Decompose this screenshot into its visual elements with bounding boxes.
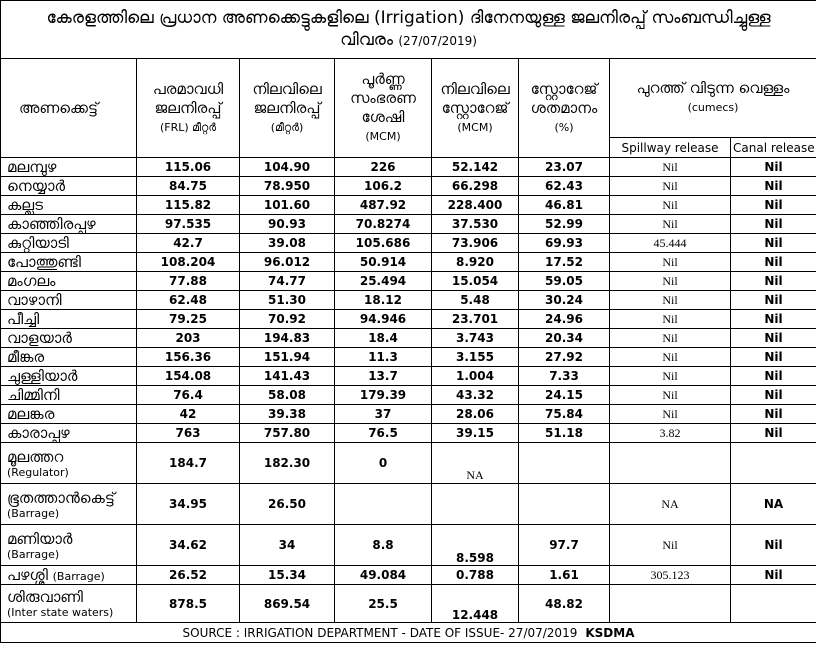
title-date: (27/07/2019) xyxy=(398,34,477,48)
header-dam: അണക്കെട്ട് xyxy=(1,59,137,158)
storage-cell: 43.32 xyxy=(432,386,519,405)
spillway-cell: Nil xyxy=(610,291,731,310)
canal-cell xyxy=(731,443,816,484)
dam-name: പഴശ്ശി xyxy=(7,566,48,584)
frl-cell: 154.08 xyxy=(137,367,240,386)
frl-cell: 79.25 xyxy=(137,310,240,329)
capacity-cell: 0 xyxy=(335,443,432,484)
capacity-cell: 25.494 xyxy=(335,272,432,291)
table-row xyxy=(1,253,816,272)
dam-note: (Barrage) xyxy=(52,570,105,583)
pct-cell: 7.33 xyxy=(519,367,610,386)
title-line-2 xyxy=(3,29,814,52)
capacity-cell: 106.2 xyxy=(335,177,432,196)
spillway-cell: Nil xyxy=(610,177,731,196)
storage-cell xyxy=(432,484,519,525)
spillway-cell: NA xyxy=(610,484,731,525)
header-storage-unit: (MCM) xyxy=(457,120,493,134)
spillway-cell: 305.123 xyxy=(610,566,731,585)
canal-cell: NA xyxy=(731,484,816,525)
spillway-cell: Nil xyxy=(610,329,731,348)
table-row xyxy=(1,443,816,484)
canal-cell: Nil xyxy=(731,525,816,566)
pct-cell: 51.18 xyxy=(519,424,610,443)
level-cell: 96.012 xyxy=(240,253,335,272)
canal-cell: Nil xyxy=(731,158,816,177)
frl-cell: 108.204 xyxy=(137,253,240,272)
spillway-cell: Nil xyxy=(610,158,731,177)
pct-cell: 62.43 xyxy=(519,177,610,196)
table-row xyxy=(1,215,816,234)
dam-name-cell xyxy=(1,525,137,566)
pct-cell: 30.24 xyxy=(519,291,610,310)
frl-cell: 77.88 xyxy=(137,272,240,291)
canal-cell: Nil xyxy=(731,215,816,234)
storage-cell: 37.530 xyxy=(432,215,519,234)
level-cell: 15.34 xyxy=(240,566,335,585)
frl-cell: 34.62 xyxy=(137,525,240,566)
org-name: KSDMA xyxy=(585,625,635,640)
storage-cell: 23.701 xyxy=(432,310,519,329)
frl-cell: 115.06 xyxy=(137,158,240,177)
frl-cell: 42.7 xyxy=(137,234,240,253)
storage-cell: 228.400 xyxy=(432,196,519,215)
pct-cell xyxy=(519,484,610,525)
dam-name: ഭൂതത്താൻകെട്ട് xyxy=(7,488,115,507)
source-text: SOURCE : IRRIGATION DEPARTMENT - DATE OF ISSUE- 27/07/2019 xyxy=(182,625,578,640)
frl-cell: 763 xyxy=(137,424,240,443)
header-capacity xyxy=(335,59,432,158)
frl-cell: 84.75 xyxy=(137,177,240,196)
storage-cell: 39.15 xyxy=(432,424,519,443)
level-cell: 869.54 xyxy=(240,585,335,623)
frl-cell: 203 xyxy=(137,329,240,348)
level-cell: 58.08 xyxy=(240,386,335,405)
table-row xyxy=(1,329,816,348)
capacity-cell: 8.8 xyxy=(335,525,432,566)
canal-cell: Nil xyxy=(731,310,816,329)
storage-cell: 8.598 xyxy=(432,525,519,566)
table-row xyxy=(1,566,816,585)
storage-cell: 73.906 xyxy=(432,234,519,253)
capacity-cell: 18.12 xyxy=(335,291,432,310)
spillway-cell: Nil xyxy=(610,367,731,386)
dam-name: മീങ്കര xyxy=(1,348,137,367)
spillway-cell: Nil xyxy=(610,386,731,405)
title-word: വിവരം xyxy=(340,30,393,50)
canal-cell: Nil xyxy=(731,329,816,348)
storage-cell: 3.155 xyxy=(432,348,519,367)
header-storage-pct-label: സ്റ്റോറേജ് ശതമാനം xyxy=(530,79,598,117)
header-release-unit: (cumecs) xyxy=(687,101,739,114)
pct-cell: 48.82 xyxy=(519,585,610,623)
header-level-unit: (മീറ്റർ) xyxy=(270,120,304,134)
dam-name: മംഗലം xyxy=(1,272,137,291)
canal-cell: Nil xyxy=(731,253,816,272)
level-cell: 757.80 xyxy=(240,424,335,443)
frl-cell: 115.82 xyxy=(137,196,240,215)
canal-cell: Nil xyxy=(731,234,816,253)
pct-cell: 1.61 xyxy=(519,566,610,585)
dam-name: കാഞ്ഞിരപ്പുഴ xyxy=(1,215,137,234)
table-row xyxy=(1,196,816,215)
spillway-cell: Nil xyxy=(610,272,731,291)
level-cell: 90.93 xyxy=(240,215,335,234)
dam-note: (Regulator) xyxy=(7,465,69,479)
title-line-1: കേരളത്തിലെ പ്രധാന അണക്കെട്ടുകളിലെ (Irrigation) ദിനേനയുള്ള ജലനിരപ്പ് സംബന്ധിച്ചുള്ള xyxy=(46,8,771,28)
spillway-cell: Nil xyxy=(610,405,731,424)
storage-cell: 0.788 xyxy=(432,566,519,585)
dam-name: ശിരുവാണി xyxy=(7,588,83,606)
capacity-cell: 179.39 xyxy=(335,386,432,405)
spillway-cell xyxy=(610,443,731,484)
spillway-cell: Nil xyxy=(610,310,731,329)
capacity-cell: 94.946 xyxy=(335,310,432,329)
spillway-cell: 45.444 xyxy=(610,234,731,253)
level-cell: 104.90 xyxy=(240,158,335,177)
pct-cell: 24.96 xyxy=(519,310,610,329)
table-row xyxy=(1,310,816,329)
canal-cell: Nil xyxy=(731,405,816,424)
level-cell: 70.92 xyxy=(240,310,335,329)
table-row xyxy=(1,177,816,196)
dam-name: കുറ്റിയാടി xyxy=(1,234,137,253)
dam-note: (Inter state waters) xyxy=(7,606,114,619)
storage-cell: 5.48 xyxy=(432,291,519,310)
dam-note: (Barrage) xyxy=(7,547,60,561)
table-row xyxy=(1,234,816,253)
capacity-cell: 70.8274 xyxy=(335,215,432,234)
dam-name: വാഴാനി xyxy=(1,291,137,310)
frl-cell: 42 xyxy=(137,405,240,424)
header-storage xyxy=(432,59,519,158)
storage-cell: 15.054 xyxy=(432,272,519,291)
canal-cell: Nil xyxy=(731,386,816,405)
level-cell: 194.83 xyxy=(240,329,335,348)
canal-cell: Nil xyxy=(731,196,816,215)
pct-cell: 52.99 xyxy=(519,215,610,234)
header-level xyxy=(240,59,335,158)
storage-cell: 1.004 xyxy=(432,367,519,386)
dam-name: കല്ലട xyxy=(1,196,137,215)
capacity-cell xyxy=(335,484,432,525)
table-row xyxy=(1,272,816,291)
level-cell: 74.77 xyxy=(240,272,335,291)
header-release-label: പുറത്ത് വിടുന്ന വെള്ളം xyxy=(636,79,790,97)
spillway-cell: Nil xyxy=(610,196,731,215)
spillway-cell: Nil xyxy=(610,525,731,566)
dam-name: ചിമ്മിനി xyxy=(1,386,137,405)
frl-cell: 62.48 xyxy=(137,291,240,310)
capacity-cell: 226 xyxy=(335,158,432,177)
dam-name: നെയ്യാർ xyxy=(1,177,137,196)
table-row xyxy=(1,386,816,405)
table-row xyxy=(1,158,816,177)
dam-name-cell xyxy=(1,566,137,585)
canal-cell: Nil xyxy=(731,348,816,367)
capacity-cell: 37 xyxy=(335,405,432,424)
capacity-cell: 11.3 xyxy=(335,348,432,367)
dam-name: പോത്തുണ്ടി xyxy=(1,253,137,272)
pct-cell: 59.05 xyxy=(519,272,610,291)
storage-cell: 8.920 xyxy=(432,253,519,272)
pct-cell: 17.52 xyxy=(519,253,610,272)
pct-cell: 69.93 xyxy=(519,234,610,253)
storage-cell: 66.298 xyxy=(432,177,519,196)
header-level-label: നിലവിലെ ജലനിരപ്പ് xyxy=(252,79,322,117)
table-row xyxy=(1,348,816,367)
storage-cell: 28.06 xyxy=(432,405,519,424)
header-capacity-unit: (MCM) xyxy=(365,130,401,143)
capacity-cell: 49.084 xyxy=(335,566,432,585)
dam-name: മലങ്കര xyxy=(1,405,137,424)
header-storage-label: നിലവിലെ സ്റ്റോറേജ് xyxy=(440,79,510,117)
pct-cell: 46.81 xyxy=(519,196,610,215)
level-cell: 51.30 xyxy=(240,291,335,310)
pct-cell: 23.07 xyxy=(519,158,610,177)
canal-cell xyxy=(731,585,816,623)
pct-cell xyxy=(519,443,610,484)
dam-name: മലമ്പുഴ xyxy=(1,158,137,177)
pct-cell: 20.34 xyxy=(519,329,610,348)
capacity-cell: 25.5 xyxy=(335,585,432,623)
table-row xyxy=(1,525,816,566)
table-row xyxy=(1,585,816,623)
pct-cell: 97.7 xyxy=(519,525,610,566)
capacity-cell: 50.914 xyxy=(335,253,432,272)
level-cell: 78.950 xyxy=(240,177,335,196)
canal-cell: Nil xyxy=(731,424,816,443)
header-frl xyxy=(137,59,240,158)
spillway-cell: Nil xyxy=(610,253,731,272)
table-row xyxy=(1,367,816,386)
source-footer xyxy=(1,623,816,643)
frl-cell: 97.535 xyxy=(137,215,240,234)
header-frl-label: പരമാവധി ജലനിരപ്പ് xyxy=(152,79,224,117)
title-row xyxy=(1,1,816,59)
level-cell: 39.08 xyxy=(240,234,335,253)
capacity-cell: 105.686 xyxy=(335,234,432,253)
storage-cell: 3.743 xyxy=(432,329,519,348)
dam-name: വാളയാർ xyxy=(1,329,137,348)
dam-name: പീച്ചി xyxy=(1,310,137,329)
pct-cell: 75.84 xyxy=(519,405,610,424)
level-cell: 26.50 xyxy=(240,484,335,525)
dam-name: മണിയാർ xyxy=(7,529,73,548)
pct-cell: 24.15 xyxy=(519,386,610,405)
spillway-cell: 3.82 xyxy=(610,424,731,443)
table-row xyxy=(1,291,816,310)
frl-cell: 34.95 xyxy=(137,484,240,525)
dam-name: മൂലത്തറ xyxy=(7,447,64,466)
header-release xyxy=(610,59,816,138)
level-cell: 182.30 xyxy=(240,443,335,484)
capacity-cell: 487.92 xyxy=(335,196,432,215)
level-cell: 101.60 xyxy=(240,196,335,215)
storage-cell: 52.142 xyxy=(432,158,519,177)
spillway-cell: Nil xyxy=(610,215,731,234)
canal-cell: Nil xyxy=(731,291,816,310)
capacity-cell: 18.4 xyxy=(335,329,432,348)
storage-cell: 12.448 xyxy=(432,585,519,623)
header-frl-unit: (FRL) മീറ്റർ xyxy=(159,120,217,134)
frl-cell: 878.5 xyxy=(137,585,240,623)
frl-cell: 76.4 xyxy=(137,386,240,405)
dam-note: (Barrage) xyxy=(7,506,60,520)
header-storage-pct-unit: (%) xyxy=(554,120,574,134)
capacity-cell: 76.5 xyxy=(335,424,432,443)
level-cell: 34 xyxy=(240,525,335,566)
footer-row xyxy=(1,623,816,643)
frl-cell: 184.7 xyxy=(137,443,240,484)
level-cell: 141.43 xyxy=(240,367,335,386)
canal-cell: Nil xyxy=(731,177,816,196)
spillway-cell xyxy=(610,585,731,623)
header-row xyxy=(1,59,816,138)
table-title xyxy=(1,1,816,59)
level-cell: 151.94 xyxy=(240,348,335,367)
dam-name-cell xyxy=(1,443,137,484)
dam-name: കാരാപ്പുഴ xyxy=(1,424,137,443)
dam-name: ചുള്ളിയാർ xyxy=(1,367,137,386)
canal-cell: Nil xyxy=(731,367,816,386)
header-storage-pct xyxy=(519,59,610,158)
frl-cell: 26.52 xyxy=(137,566,240,585)
spillway-cell: Nil xyxy=(610,348,731,367)
header-canal: Canal release xyxy=(731,138,816,158)
frl-cell: 156.36 xyxy=(137,348,240,367)
dam-name-cell xyxy=(1,585,137,623)
canal-cell: Nil xyxy=(731,272,816,291)
pct-cell: 27.92 xyxy=(519,348,610,367)
header-spillway: Spillway release xyxy=(610,138,731,158)
header-capacity-label: പൂർണ്ണ സംഭരണ ശേഷി xyxy=(350,70,416,126)
dam-name-cell xyxy=(1,484,137,525)
table-row xyxy=(1,484,816,525)
table-row xyxy=(1,405,816,424)
canal-cell: Nil xyxy=(731,566,816,585)
storage-cell: NA xyxy=(432,443,519,484)
level-cell: 39.38 xyxy=(240,405,335,424)
table-row xyxy=(1,424,816,443)
capacity-cell: 13.7 xyxy=(335,367,432,386)
